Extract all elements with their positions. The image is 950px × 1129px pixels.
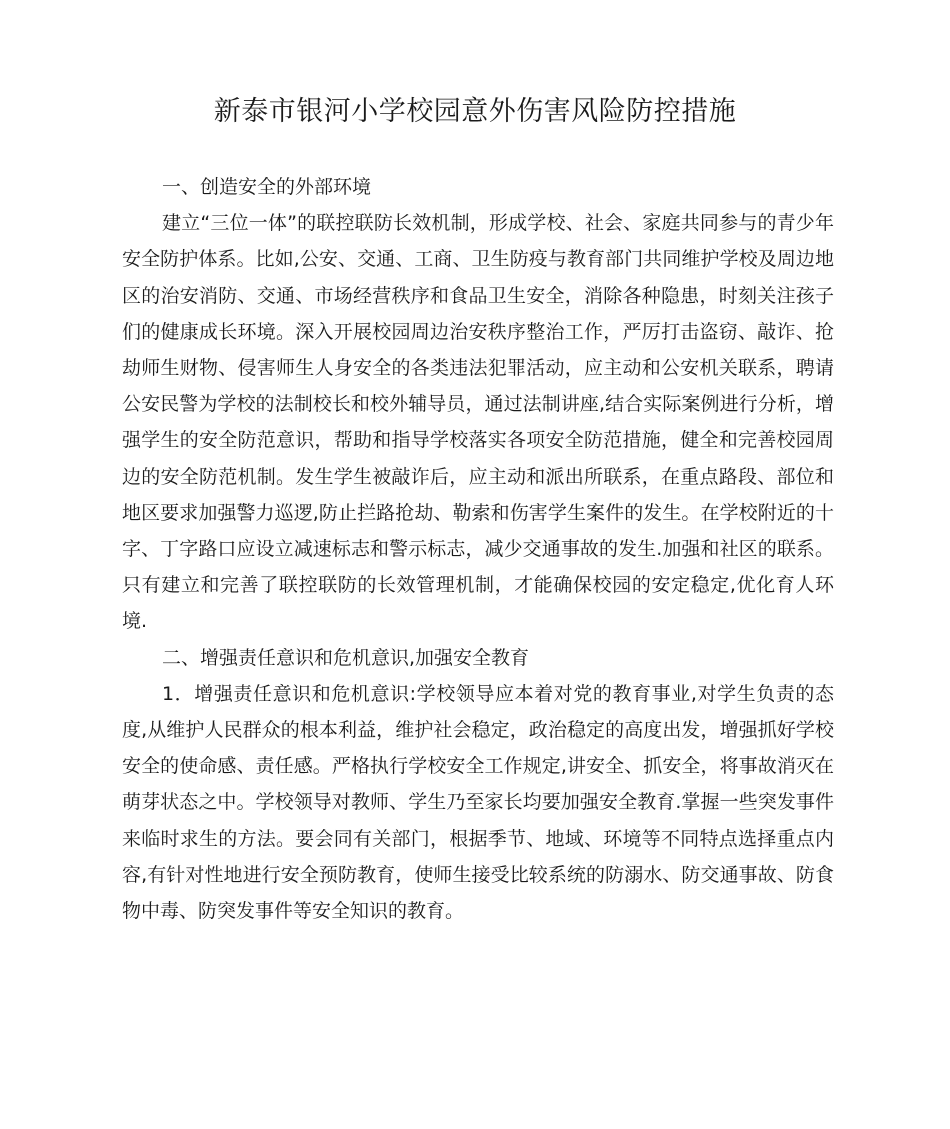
section-heading-1: 一、创造安全的外部环境 [162,176,372,198]
section-heading-2: 二、增强责任意识和危机意识,加强安全教育 [162,646,530,669]
body-paragraph: 建立“三位一体”的联控联防长效机制，形成学校、社会、家庭共同参与的青少年安全防护体系。比如,公安、交通、工商、卫生防疫与教育部门共同维护学校及周边地区的治安消防、交通、市场经营秩序和食品卫生安全，消除各种隐患，时刻关注孩子们的健康成长环境。深入开展校园周边治安秩序整治工作，严厉打击盗窃、敲诈、抢劫师生财物、侵害师生人身安全的各类违法犯罪活动，应主动和公安机关联系，聘请公安民警为学校的法制校长和校外辅导员，通过法制讲座,结合实际案例进行分析，增强学生的安全防范意识，帮助和指导学校落实各项安全防范措施，健全和完善校园周边的安全防范机制。发生学生被敲诈后，应主动和派出所联系，在重点路段、部位和地区要求加强警力巡逻,防止拦路抢劫、勒索和伤害学生案件的发生。在学校附近的十字、丁字路口应设立减速标志和警示标志，减少交通事故的发生.加强和社区的联系。只有建立和完善了联控联防的长效管理机制，才能确保校园的安定稳定,优化育人环境. [122,212,834,633]
body-paragraph: 1．增强责任意识和危机意识:学校领导应本着对党的教育事业,对学生负责的态度,从维护人民群众的根本利益，维护社会稳定，政治稳定的高度出发，增强抓好学校安全的使命感、责任感。严格执行学校安全工作规定,讲安全、抓安全，将事故消灭在萌芽状态之中。学校领导对教师、学生乃至家长均要加强安全教育.掌握一些突发事件来临时求生的方法。要会同有关部门，根据季节、地域、环境等不同特点选择重点内容,有针对性地进行安全预防教育，使师生接受比较系统的防溺水、防交通事故、防食物中毒、防突发事件等安全知识的教育。 [122,682,834,923]
document-title: 新泰市银河小学校园意外伤害风险防控措施 [213,96,737,127]
document-body [122,169,834,929]
